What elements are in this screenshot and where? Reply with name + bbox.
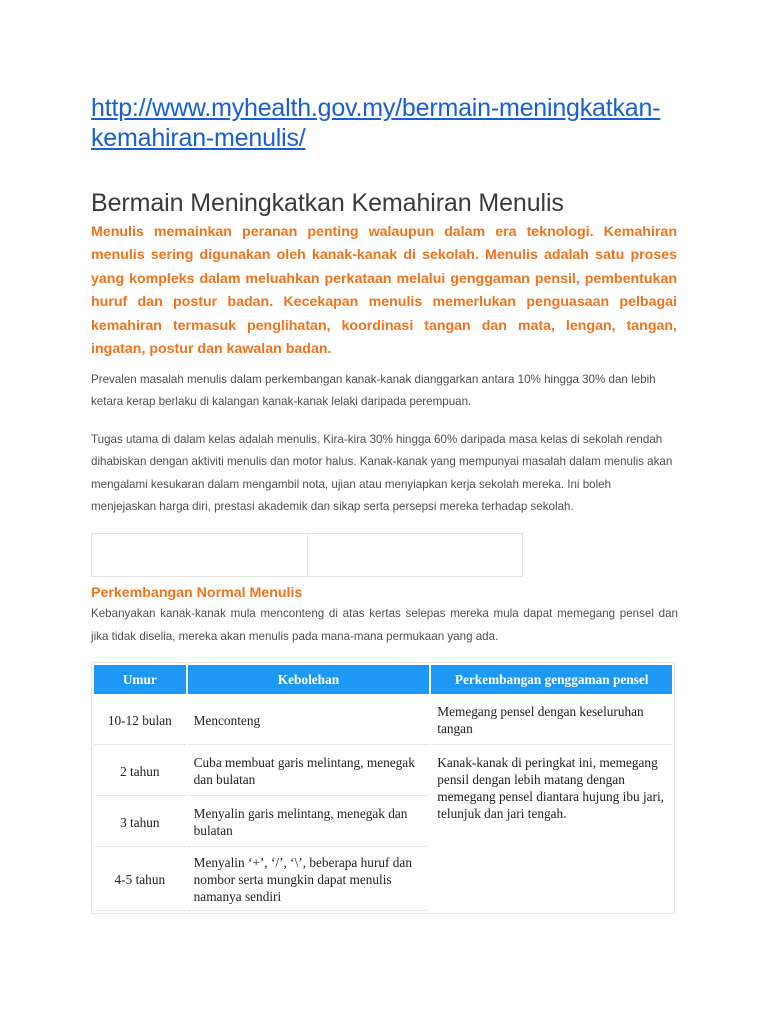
grip-cell: Kanak-kanak di peringkat ini, memegang pensil dengan lebih matang dengan memegang pensel diantara hujung ibu jari, telunjuk dan jari tengah.: [437, 755, 664, 821]
ability-cell: Menconteng: [188, 696, 430, 745]
age-cell: 10-12 bulan: [94, 696, 186, 745]
article-title: Bermain Meningkatkan Kemahiran Menulis: [91, 189, 564, 217]
header-genggaman: Perkembangan genggaman pensel: [431, 665, 672, 694]
paragraph-prevalence: Prevalen masalah menulis dalam perkembangan kanak-kanak dianggarkan antara 10% hingga 30% dan lebih ketara kerap berlaku di kalangan kanak-kanak lelaki daripada perempuan.: [91, 373, 656, 409]
section-heading: Perkembangan Normal Menulis: [91, 585, 303, 601]
source-link[interactable]: http://www.myhealth.gov.my/bermain-meningkatkan-kemahiran-menulis/: [91, 94, 661, 152]
intro-paragraph: Menulis memainkan peranan penting walaupun dalam era teknologi. Kemahiran menulis sering digunakan oleh kanak-kanak di sekolah. Menulis adalah satu proses yang kompleks dalam meluahkan perkataan melalui genggaman pensil, pembentukan huruf dan postur badan. Kecekapan menulis memerlukan penguasaan pelbagai kemahiran termasuk penglihatan, koordinasi tangan dan mata, lengan, tangan, ingatan, postur dan kawalan badan.: [91, 224, 677, 358]
development-table: [91, 662, 675, 914]
ability-cell: Cuba membuat garis melintang, menegak dan bulatan: [188, 747, 430, 796]
grip-cell: Memegang pensel dengan keseluruhan tangan: [431, 696, 672, 745]
table-header-row: [94, 665, 672, 694]
ability-cell: Menyalin garis melintang, menegak dan bulatan: [188, 798, 430, 847]
age-cell: 2 tahun: [94, 747, 186, 796]
paragraph-classroom: Tugas utama di dalam kelas adalah menulis. Kira-kira 30% hingga 60% daripada masa kelas di sekolah rendah dihabiskan dengan aktiviti menulis dan motor halus. Kanak-kanak yang mempunyai masalah dalam menulis akan mengalami kesukaran dalam mengambil nota, ujian atau menyiapkan kerja sekolah mereka. Ini boleh menjejaskan harga diri, prestasi akademik dan sikap serta persepsi mereka terhadap sekolah.: [91, 433, 673, 514]
ability-cell: Menyalin ‘+’, ‘/’, ‘\’, beberapa huruf dan nombor serta mungkin dapat menulis namanya sendiri: [188, 849, 430, 911]
empty-table-box: [91, 533, 523, 577]
empty-cell: [92, 534, 307, 576]
empty-cell: [307, 534, 523, 576]
age-cell: 4-5 tahun: [94, 849, 186, 911]
table-row: [94, 696, 672, 745]
header-umur: Umur: [94, 665, 186, 694]
age-cell: 3 tahun: [94, 798, 186, 847]
header-kebolehan: Kebolehan: [188, 665, 430, 694]
paragraph-normal-development: Kebanyakan kanak-kanak mula menconteng di atas kertas selepas mereka mula dapat memegang pensel dan jika tidak diselia, mereka akan menulis pada mana-mana permukaan yang ada.: [91, 607, 678, 643]
table-row: [94, 747, 672, 796]
